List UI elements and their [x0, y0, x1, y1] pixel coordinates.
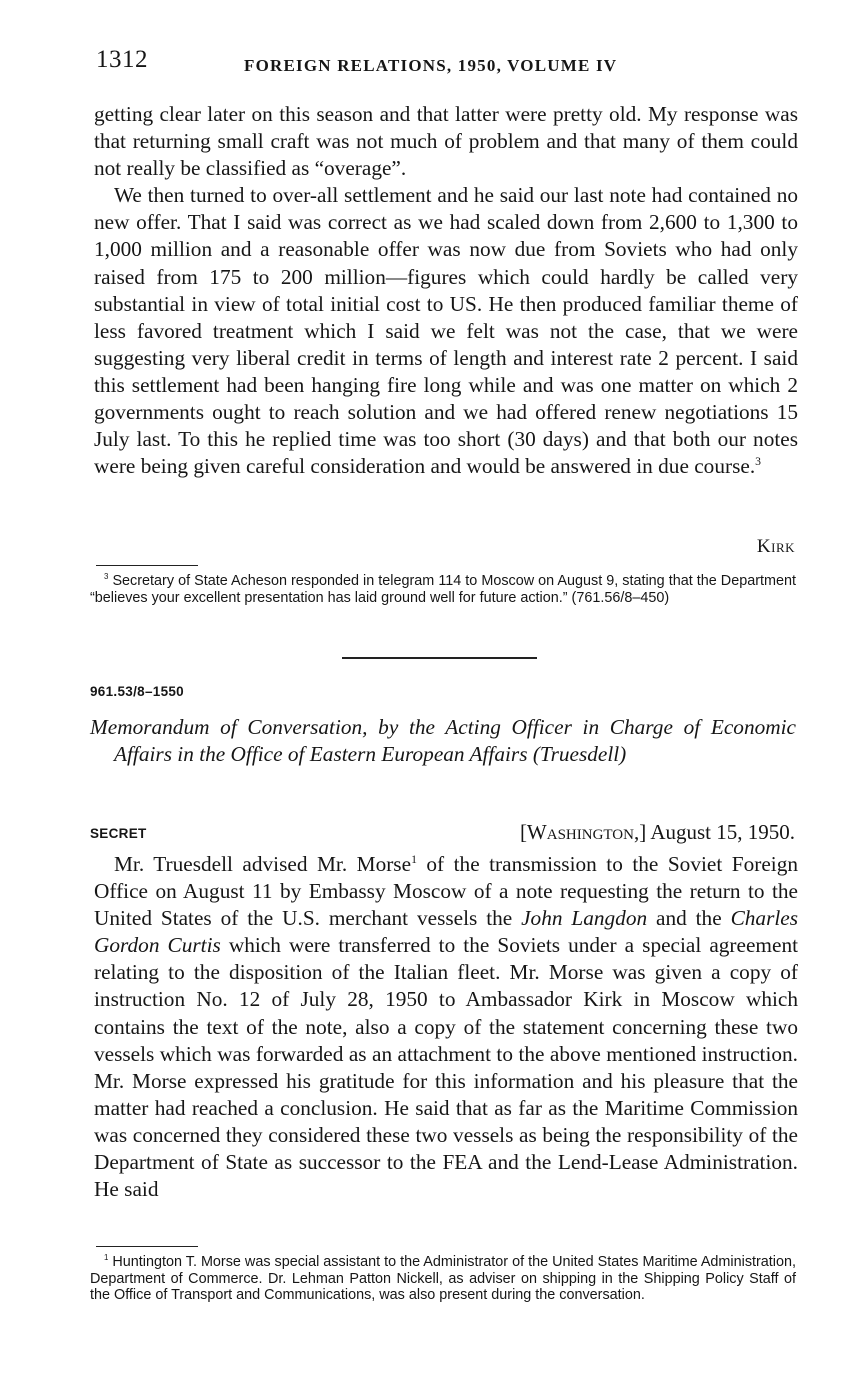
- classification-marking: SECRET: [90, 826, 147, 841]
- footnote-rule: [96, 1246, 198, 1247]
- section-divider: [342, 657, 537, 659]
- footnote-ref-3: 3: [755, 455, 761, 469]
- memorandum-body: [94, 851, 798, 1203]
- page-number: 1312: [96, 46, 148, 73]
- continuation-paragraph-2: [94, 182, 798, 480]
- footnote-1: [90, 1254, 796, 1304]
- document-title: Memorandum of Conversation, by the Acting Officer in Charge of Economic Affairs in the Office of Eastern European Affairs (Truesdell): [90, 715, 796, 766]
- ship-name: John Langdon: [521, 906, 648, 931]
- footnote-marker: 3: [104, 572, 109, 582]
- dateline: [520, 820, 795, 845]
- signature-kirk: Kirk: [756, 536, 795, 557]
- footnote-rule: [96, 565, 198, 566]
- file-reference: 961.53/8–1550: [90, 684, 184, 699]
- footnote-text: Secretary of State Acheson responded in telegram 114 to Moscow on August 9, stating that the Department “believes your excellent presentation has laid ground well for future action.” (761.56/8–450): [90, 573, 796, 606]
- dateline-place: [Washington,]: [519, 820, 647, 844]
- footnote-ref-1: 1: [411, 852, 417, 866]
- running-head: FOREIGN RELATIONS, 1950, VOLUME IV: [244, 56, 618, 75]
- dateline-date: August 15, 1950.: [650, 820, 795, 844]
- continuation-text: [94, 101, 798, 480]
- paragraph-text: We then turned to over-all settlement and he said our last note had contained no new offer. That I said was correct as we had scaled down from 2,600 to 1,300 to 1,000 million and a reasonable offer was now due from Soviets who had only raised from 175 to 200 million—figures which could hardly be called very substantial in view of total initial cost to US. He then produced familiar theme of less favored treatment which I said we felt was not the case, that we were suggesting very liberal credit in terms of length and interest rate 2 percent. I said this settlement had been hanging fire long while and was one matter on which 2 governments ought to reach solution and we had offered renew negotiations 15 July last. To this he replied time was too short (30 days) and that both our notes were being given careful consideration and would be answered in due course.: [94, 183, 798, 479]
- footnote-text: Huntington T. Morse was special assistant to the Administrator of the United States Maritime Administration, Department of Commerce. Dr. Lehman Patton Nickell, as adviser on shipping in the Shipping Policy Staff of the Office of Transport and Communications, was also present during the conversation.: [90, 1254, 797, 1303]
- page-header: [96, 46, 796, 82]
- ship-name: Charles Gordon Curtis: [94, 906, 799, 958]
- footnote-marker: 1: [104, 1253, 109, 1263]
- continuation-paragraph-1: getting clear later on this season and that latter were pretty old. My response was that returning small craft was not much of problem and that many of them could not really be classified as “overage”.: [94, 102, 798, 181]
- memorandum-paragraph: Mr. Truesdell advised Mr. Morse$^1$ of the transmission to the Soviet Foreign Office on August 11 by Embassy Moscow of a note requesting the return to the United States of the U.S. merchant vessels the John Langdon and the Charles Gordon Curtis which were transferred to the Soviets under a special agreement relating to the disposition of the Italian fleet. Mr. Morse was given a copy of instruction No. 12 of July 28, 1950 to Ambassador Kirk in Moscow which contains the text of the note, also a copy of the statement concerning these two vessels which was forwarded as an attachment to the above mentioned instruction. Mr. Morse expressed his gratitude for this information and his pleasure that the matter had reached a conclusion. He said that as far as the Maritime Commission was concerned they considered these two vessels as being the responsibility of the Department of State as successor to the FEA and the Lend-Lease Administration. He said: [94, 852, 799, 1202]
- footnote-3: [90, 573, 796, 606]
